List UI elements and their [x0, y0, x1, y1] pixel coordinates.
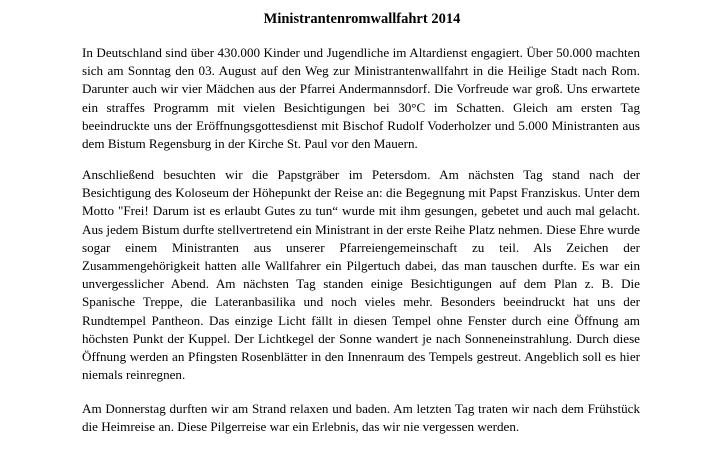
paragraph-line: Öffnung werden an Pfingsten Rosenblätter in den Innenraum des Tempels gestreut. Angeblich soll es hier: [82, 348, 640, 364]
paragraph-2: [82, 166, 640, 384]
paragraph-line: die Heimreise an. Diese Pilgerreise war ein Erlebnis, das wir nie vergessen werden.: [82, 419, 520, 435]
paragraph-3: [82, 400, 640, 436]
paragraph-line: ein straffes Programm mit vielen Besichtigungen bei 30°C im Schatten. Gleich am ersten Tag: [82, 99, 640, 115]
paragraph-line: Aus jedem Bistum durfte stellvertretend ein Ministrant in der erste Reihe Platz nehmen. Diese Ehre wurde: [82, 221, 640, 237]
paragraph-line: Spanische Treppe, die Lateranbasilika und noch vieles mehr. Besonders beeindruckt hat uns der: [82, 294, 640, 310]
document-title: Ministrantenromwallfahrt 2014: [263, 11, 461, 27]
paragraph-line: höchsten Punkt der Kuppel. Der Lichtkegel der Sonne wandert je nach Sonneneinstrahlung. Durch diese: [82, 330, 640, 346]
paragraph-line: Besichtigung des Koloseum der Höhepunkt der Reise an: die Begegnung mit Papst Franziskus. Unter dem: [82, 185, 640, 201]
paragraph-1: [82, 44, 640, 153]
paragraph-line: Am Donnerstag durften wir am Strand relaxen und baden. Am letzten Tag traten wir nach dem Frühstück: [82, 401, 640, 416]
paragraph-line: Anschließend besuchten wir die Papstgräber im Petersdom. Am nächsten Tag stand nach der: [82, 167, 640, 182]
paragraph-line: Motto "Frei! Darum ist es erlaubt Gutes zu tun“ wurde mit ihm gesungen, gebetet und auch mal gelacht.: [82, 203, 640, 219]
paragraph-line: beeindruckte uns der Eröffnungsgottesdienst mit Bischof Rudolf Voderholzer und 5.000 Ministranten aus: [82, 117, 640, 133]
paragraph-line: dem Bistum Regensburg in der Kirche St. Paul vor den Mauern.: [82, 135, 418, 151]
paragraph-line: sich am Sonntag den 03. August auf den Weg zur Ministrantenwallfahrt in die Heilige Stadt nach Rom.: [82, 63, 640, 79]
paragraph-line: Darunter auch wir vier Mädchen aus der Pfarrei Andermannsdorf. Die Vorfreude war groß. Uns erwartete: [82, 81, 640, 97]
paragraph-line: niemals reinregnen.: [82, 367, 186, 383]
paragraph-line: unvergesslicher Abend. Am nächsten Tag standen einige Besichtigungen auf dem Plan z. B. Die: [82, 276, 640, 292]
paragraph-line: Rundtempel Pantheon. Das einzige Licht fällt in diesen Tempel ohne Fenster durch eine Öffnung am: [82, 312, 640, 328]
paragraph-line: Zusammengehörigkeit hatten alle Wallfahrer ein Pilgertuch dabei, das man tauschen durfte. Es war ein: [82, 257, 640, 273]
paragraph-line: In Deutschland sind über 430.000 Kinder und Jugendliche im Altardienst engagiert. Über 50.000 machten: [82, 45, 640, 60]
paragraph-line: sogar einem Ministranten aus unserer Pfarreiengemeinschaft zu teil. Als Zeichen der: [82, 239, 640, 255]
